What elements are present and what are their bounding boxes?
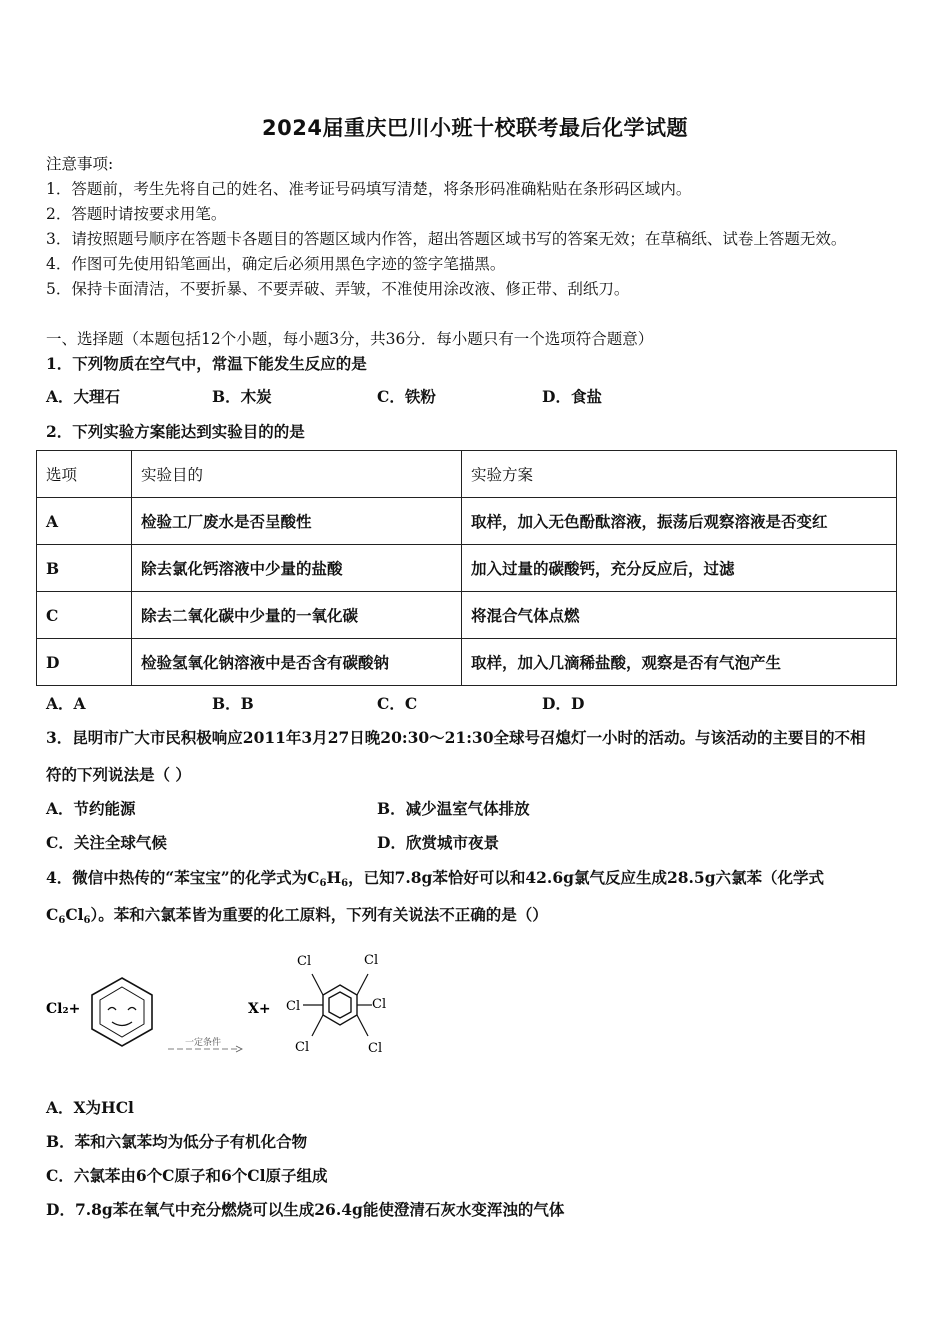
q4-stem-text: C: [46, 905, 59, 924]
chlorine-label: Cl: [297, 954, 312, 969]
subscript: 6: [58, 915, 66, 926]
q1-stem: 1．下列物质在空气中，常温下能发生反应的是: [46, 354, 367, 373]
q2-option-a: A．A: [46, 694, 86, 713]
reaction-condition-label: 一定条件: [185, 1038, 222, 1048]
q2-option-c: C．C: [377, 694, 418, 713]
table-cell: 检验工厂废水是否呈酸性: [132, 498, 462, 545]
q4-stem-text: H: [326, 868, 342, 887]
table-cell: 检验氢氧化钠溶液中是否含有碳酸钠: [132, 639, 462, 686]
table-cell: A: [37, 498, 132, 545]
q4-option-a: A．X为HCl: [46, 1098, 134, 1117]
hexachlorobenzene-icon: [303, 974, 372, 1036]
q3-option-d: D．欣赏城市夜景: [377, 833, 499, 852]
notice-item-5: 5．保持卡面清洁，不要折暴、不要弄破、弄皱，不准使用涂改液、修正带、刮纸刀。: [46, 280, 630, 298]
chlorine-label: Cl: [286, 999, 301, 1014]
q4-option-d: D．7.8g苯在氧气中充分燃烧可以生成26.4g能使澄清石灰水变浑浊的气体: [46, 1200, 565, 1219]
reaction-equation-figure: [40, 940, 400, 1070]
product-x-label: X+: [248, 1001, 271, 1017]
chlorine-label: Cl: [364, 953, 379, 968]
q4-stem-line1: [46, 866, 824, 889]
table-cell: 除去氯化钙溶液中少量的盐酸: [132, 545, 462, 592]
section-heading: 一、选择题（本题包括12个小题，每小题3分，共36分．每小题只有一个选项符合题意）: [46, 330, 654, 348]
q4-option-b: B．苯和六氯苯均为低分子有机化合物: [46, 1132, 308, 1151]
table-cell: 将混合气体点燃: [462, 592, 897, 639]
q1-option-a: A．大理石: [46, 387, 121, 406]
chlorine-label: Cl: [372, 997, 387, 1012]
q3-option-b: B．减少温室气体排放: [377, 799, 530, 818]
table-row: [37, 498, 897, 545]
notice-heading: 注意事项:: [46, 155, 114, 173]
q4-stem-text: Cl: [65, 905, 84, 924]
table-cell: 取样，加入无色酚酞溶液，振荡后观察溶液是否变红: [462, 498, 897, 545]
q3-stem-line2: 符的下列说法是（ ）: [46, 765, 191, 784]
table-cell: 取样，加入几滴稀盐酸，观察是否有气泡产生: [462, 639, 897, 686]
table-header-cell: 实验方案: [462, 451, 897, 498]
table-row: [37, 592, 897, 639]
q3-stem-line1: 3．昆明市广大市民积极响应2011年3月27日晚20:30～21:30全球号召熄灯一小时的活动。与该活动的主要目的不相: [46, 728, 866, 747]
table-cell: C: [37, 592, 132, 639]
table-cell: 除去二氧化碳中少量的一氧化碳: [132, 592, 462, 639]
notice-item-4: 4．作图可先使用铅笔画出，确定后必须用黑色字迹的签字笔描黑。: [46, 255, 506, 273]
benzene-ring-icon: [92, 978, 152, 1046]
subscript: 6: [83, 915, 91, 926]
q3-option-a: A．节约能源: [46, 799, 136, 818]
table-row: [37, 639, 897, 686]
chlorine-label: Cl: [368, 1041, 383, 1056]
q2-option-b: B．B: [212, 694, 254, 713]
table-header-cell: 实验目的: [132, 451, 462, 498]
q2-stem: 2．下列实验方案能达到实验目的的是: [46, 422, 305, 441]
table-header-cell: 选项: [37, 451, 132, 498]
subscript: 6: [319, 878, 327, 889]
table-cell: D: [37, 639, 132, 686]
q4-stem-text: ）。苯和六氯苯皆为重要的化工原料，下列有关说法不正确的是（）: [90, 905, 548, 924]
table-cell: 加入过量的碳酸钙，充分反应后，过滤: [462, 545, 897, 592]
notice-item-1: 1．答题前，考生先将自己的姓名、准考证号码填写清楚，将条形码准确粘贴在条形码区域内。: [46, 180, 692, 198]
q1-option-c: C．铁粉: [377, 387, 436, 406]
q4-stem-text: 4．微信中热传的“苯宝宝”的化学式为C: [46, 868, 320, 887]
q3-option-c: C．关注全球气候: [46, 833, 167, 852]
q2-option-d: D．D: [542, 694, 585, 713]
reactant-cl2-label: Cl₂+: [46, 1001, 81, 1017]
q4-stem-text: ，已知7.8g苯恰好可以和42.6g氯气反应生成28.5g六氯苯（化学式: [348, 868, 825, 887]
q1-option-d: D．食盐: [542, 387, 602, 406]
subscript: 6: [341, 878, 349, 889]
experiment-table: [36, 450, 897, 686]
table-row: [37, 545, 897, 592]
q4-stem-line2: [46, 903, 548, 926]
table-cell: B: [37, 545, 132, 592]
q1-option-b: B．木炭: [212, 387, 272, 406]
table-header-row: [37, 451, 897, 498]
notice-item-3: 3．请按照题号顺序在答题卡各题目的答题区域内作答，超出答题区域书写的答案无效；在草稿纸、试卷上答题无效。: [46, 230, 847, 248]
chlorine-label: Cl: [295, 1040, 310, 1055]
q4-option-c: C．六氯苯由6个C原子和6个Cl原子组成: [46, 1166, 328, 1185]
notice-item-2: 2．答题时请按要求用笔。: [46, 205, 227, 223]
page-title: 2024届重庆巴川小班十校联考最后化学试题: [262, 116, 688, 140]
